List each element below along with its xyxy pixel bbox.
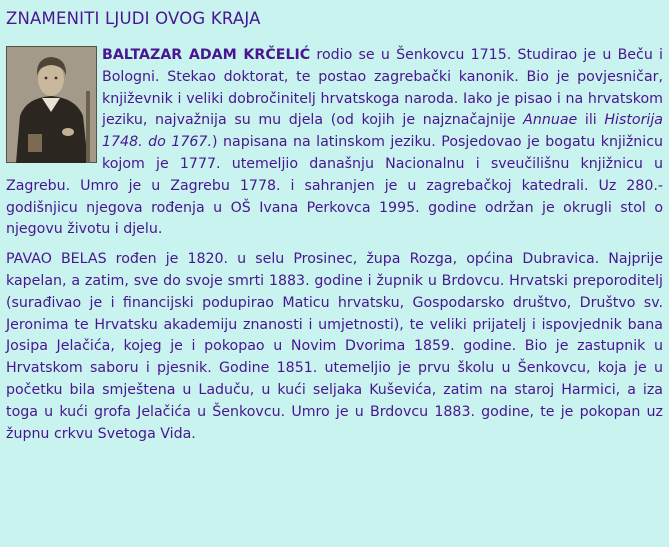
paragraph-belas [6, 249, 663, 445]
person1-text-2: ili [577, 112, 605, 129]
person2-name: PAVAO BELAS [6, 251, 107, 268]
person1-text-1: rodio se u Šenkovcu 1715. Studirao je u Beču i Bologni. Stekao doktorat, te postao zagrebački kanonik. Bio je povjesničar, književnik i veliki dobročinitelj hrvatskoga naroda. Iako je pisao i na hrvatskom jeziku, najvažnija su mu djela (od kojih je najznačajnije [102, 47, 663, 129]
portrait-icon [6, 46, 97, 163]
person2-text-1: rođen je 1820. u selu Prosinec, župa Rozga, općina Dubravica. Najprije kapelan, a zatim, sve do svoje smrti 1883. godine i župnik u Brdovcu. Hrvatski preporoditelj (surađivao je i financijski podupirao Maticu hrvatsku, Gospodarsko društvo, Društvo sv. Jeronima te Hrvatsku akademiju znanosti i umjetnosti), te veliki prijatelj i ispovjednik bana Josipa Jelačića, kojeg je i pokopao u Novim Dvorima 1859. godine. Bio je zastupnik u Hrvatskom saboru i pjesnik. Godine 1851. utemeljio je prvu školu u Šenkovcu, koja je u početku bila smještena u Laduču, u kući seljaka Kuševića, zatim na staroj Harmici, a iza toga u kući grofa Jelačića u Šenkovcu. Umro je u Brdovcu 1883. godine, te je pokopan uz župnu crkvu Svetoga Vida. [6, 251, 663, 442]
paragraph-krcelic [6, 45, 663, 241]
page-title: ZNAMENITI LJUDI OVOG KRAJA [6, 9, 261, 28]
person1-text-3: ) napisana na latinskom jeziku. Posjedovao je bogatu knjižnicu kojom je 1777. utemeljio današnju Nacionalnu i sveučilišnu knjižnicu u Zagrebu. Umro je u Zagrebu 1778. i sahranjen je u zagrebačkoj katedrali. Uz 280.-godišnjicu njegova rođenja u OŠ Ivana Perkovca 1995. godine održan je okrugli stol o njegovu životu i djelu. [6, 134, 663, 238]
person1-name: BALTAZAR ADAM KRČELIĆ [102, 47, 311, 63]
portrait-image [6, 46, 97, 163]
person1-work-2: Historija 1748. do 1767. [102, 112, 663, 151]
person1-work-1: Annuae [523, 112, 578, 129]
